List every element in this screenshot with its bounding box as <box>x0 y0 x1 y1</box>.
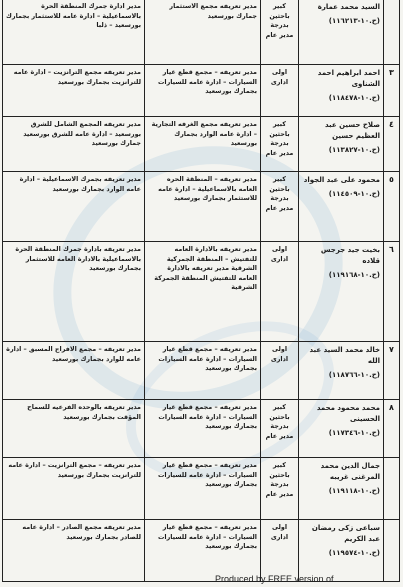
grade-cell: اولى ادارى <box>261 65 299 117</box>
table-row <box>3 117 400 172</box>
employee-name-cell <box>299 172 384 242</box>
employee-name: خالد محمد السيد عبد الله <box>309 346 380 365</box>
grade-cell: كبير باحثين بدرجة مدير عام <box>261 172 299 242</box>
new-job-cell: مدير تعريفه بجمرك الاسماعيلية – ادارة عامه الوارد بجمارك بورسعيد <box>3 172 145 242</box>
employee-id: (ح.١٠-١١٨٤٧٨) <box>328 94 380 102</box>
employee-name: محمد محمود محمد الحسينى <box>316 404 380 423</box>
new-job-cell: مدير تعريفه المجمع الشامل للشرق بورسعيد – ادارة عامه للشرق بورسعيد جمارك بورسعيد <box>3 117 145 172</box>
current-job-cell: مدير تعريفه – مجمع قطع غيار السيارات – ادارة عامه للسيارات بجمارك بورسعيد <box>145 458 261 520</box>
employee-id: (ح.١٠-١١٩٥٧٤) <box>328 549 380 557</box>
employee-name-cell <box>299 242 384 342</box>
current-job-cell: مدير تعريفه – مجمع قطع غيار السيارات – ادارة عامه السيارات بجمارك بورسعيد <box>145 342 261 400</box>
new-job-cell: مدير تعريفه – مجمع الترانزيت – ادارة عامه للترانزيت بجمارك بورسعيد <box>3 458 145 520</box>
employee-name-cell <box>299 65 384 117</box>
employee-id: (ح.١٠-١١٤٥٠٩) <box>328 190 380 198</box>
table-row <box>3 400 400 458</box>
employee-name: بخيت جيد جرجس قلاده <box>320 246 380 265</box>
employee-name-cell <box>299 0 384 65</box>
current-job-cell: مدير تعريفه بالادارة العامه للتفتيش – المنطقة الجمركية الشرقية مدير تعريفه بالادارة العامه للتفتيش المنطقة الجمركة الشرقية <box>145 242 261 342</box>
grade-cell: اولى ادارى <box>261 242 299 342</box>
table-row <box>3 242 400 342</box>
current-job-cell: مدير تعريفه مجمع الغرفه التجارية – ادارة عامه الوارد بجمارك بورسعيد <box>145 117 261 172</box>
current-job-cell: مدير تعريفه – مجمع قطع غيار السيارات – ادارة عامه للسيارات بجمارك بورسعيد <box>145 65 261 117</box>
employee-name: جمال الدين محمد المرغنى غريبه <box>320 462 380 481</box>
table-row <box>3 172 400 242</box>
table-row <box>3 65 400 117</box>
employee-name-cell <box>299 117 384 172</box>
current-job-cell: مدير تعريفه – مجمع قطع غيار السيارات – ادارة عامه للسيارات بجمارك بورسعيد <box>145 520 261 582</box>
footer-watermark-text: Produced by FREE version of <box>215 574 334 584</box>
new-job-cell: مدير تعريفه مجمع الصادر – ادارة عامه للصادر بجمارك بورسعيد <box>3 520 145 582</box>
employee-id: (ح.١٠-١١٩١٦٨) <box>328 271 380 279</box>
grade-cell: كبير باحثين بدرجة مدير عام <box>261 458 299 520</box>
grade-cell: كبير باحثين بدرجة مدير عام <box>261 400 299 458</box>
row-number <box>384 520 400 582</box>
employee-name: محمود على عبد الجواد <box>303 176 380 184</box>
employee-name: احمد ابراهيم احمد الشناوى <box>317 69 380 88</box>
current-job-cell: مدير تعريفه – المنطقة الحره العامه بالاسماعيلية – ادارة عامه للاستثمار بجمارك بورسعيد <box>145 172 261 242</box>
new-job-cell: مدير تعريفه مجمع الترانزيت – ادارة عامه للترانزيت بجمارك بورسعيد <box>3 65 145 117</box>
current-job-cell: مدير تعريفه مجمع الاستثمار جمارك بورسعيد <box>145 0 261 65</box>
table-row <box>3 458 400 520</box>
grade-cell: اولى ادارى <box>261 520 299 582</box>
employee-id: (ح.١٠-١١٩١١٨) <box>328 487 380 495</box>
row-number <box>384 458 400 520</box>
employee-name-cell <box>299 400 384 458</box>
grade-cell: اولى ادارى <box>261 342 299 400</box>
table-row <box>3 0 400 65</box>
row-number: ٥ <box>384 172 400 242</box>
table-row <box>3 520 400 582</box>
grade-cell: كبير باحثين بدرجة مدير عام <box>261 0 299 65</box>
employee-id: (ح.١٠-١١٧٣٤٦) <box>328 429 380 437</box>
current-job-cell: مدير تعريفه – مجمع قطع غيار السيارات – ادارة عامه السيارات بجمارك بورسعيد <box>145 400 261 458</box>
row-number <box>384 0 400 65</box>
row-number: ٧ <box>384 342 400 400</box>
new-job-cell: مدير تعريفه بالوحده الفرعيه للسماح المؤقت بجمارك بورسعيد <box>3 400 145 458</box>
new-job-cell: مدير تعريفه – مجمع الافراج المسبق – ادارة عامه للوارد بجمارك بورسعيد <box>3 342 145 400</box>
row-number: ٦ <box>384 242 400 342</box>
new-job-cell: مدير ادارة جمرك المنطقة الحرة بالاسماعيلية – ادارة عامه للاستثمار بجمارك بورسعيد – ذلبا <box>3 0 145 65</box>
employee-id: (ح.١٠-١١٨٧٦٦) <box>328 371 380 379</box>
row-number: ٤ <box>384 117 400 172</box>
employee-id: (ح.١٠-١١٣٨٢٧) <box>328 146 380 154</box>
employee-name: صلاح حسين عبد العظيم حسين <box>324 121 380 140</box>
employee-name-cell <box>299 520 384 582</box>
row-number: ٣ <box>384 65 400 117</box>
employee-name-cell <box>299 342 384 400</box>
employee-name: السيد محمد عمارة <box>317 3 380 11</box>
grade-cell: كبير باحثين بدرجة مدير عام <box>261 117 299 172</box>
personnel-table <box>2 0 400 582</box>
employee-name-cell <box>299 458 384 520</box>
row-number: ٨ <box>384 400 400 458</box>
employee-id: (ح.١٠-١١٦٢١٣) <box>328 17 380 25</box>
new-job-cell: مدير تعريفه بادارة جمرك المنطقة الحرة بالاسماعيلية بالادارة العامه للاستثمار بجمارك بورسعيد <box>3 242 145 342</box>
table-row <box>3 342 400 400</box>
employee-name: سباعى زكى رمضان عبد الكريم <box>311 524 380 543</box>
